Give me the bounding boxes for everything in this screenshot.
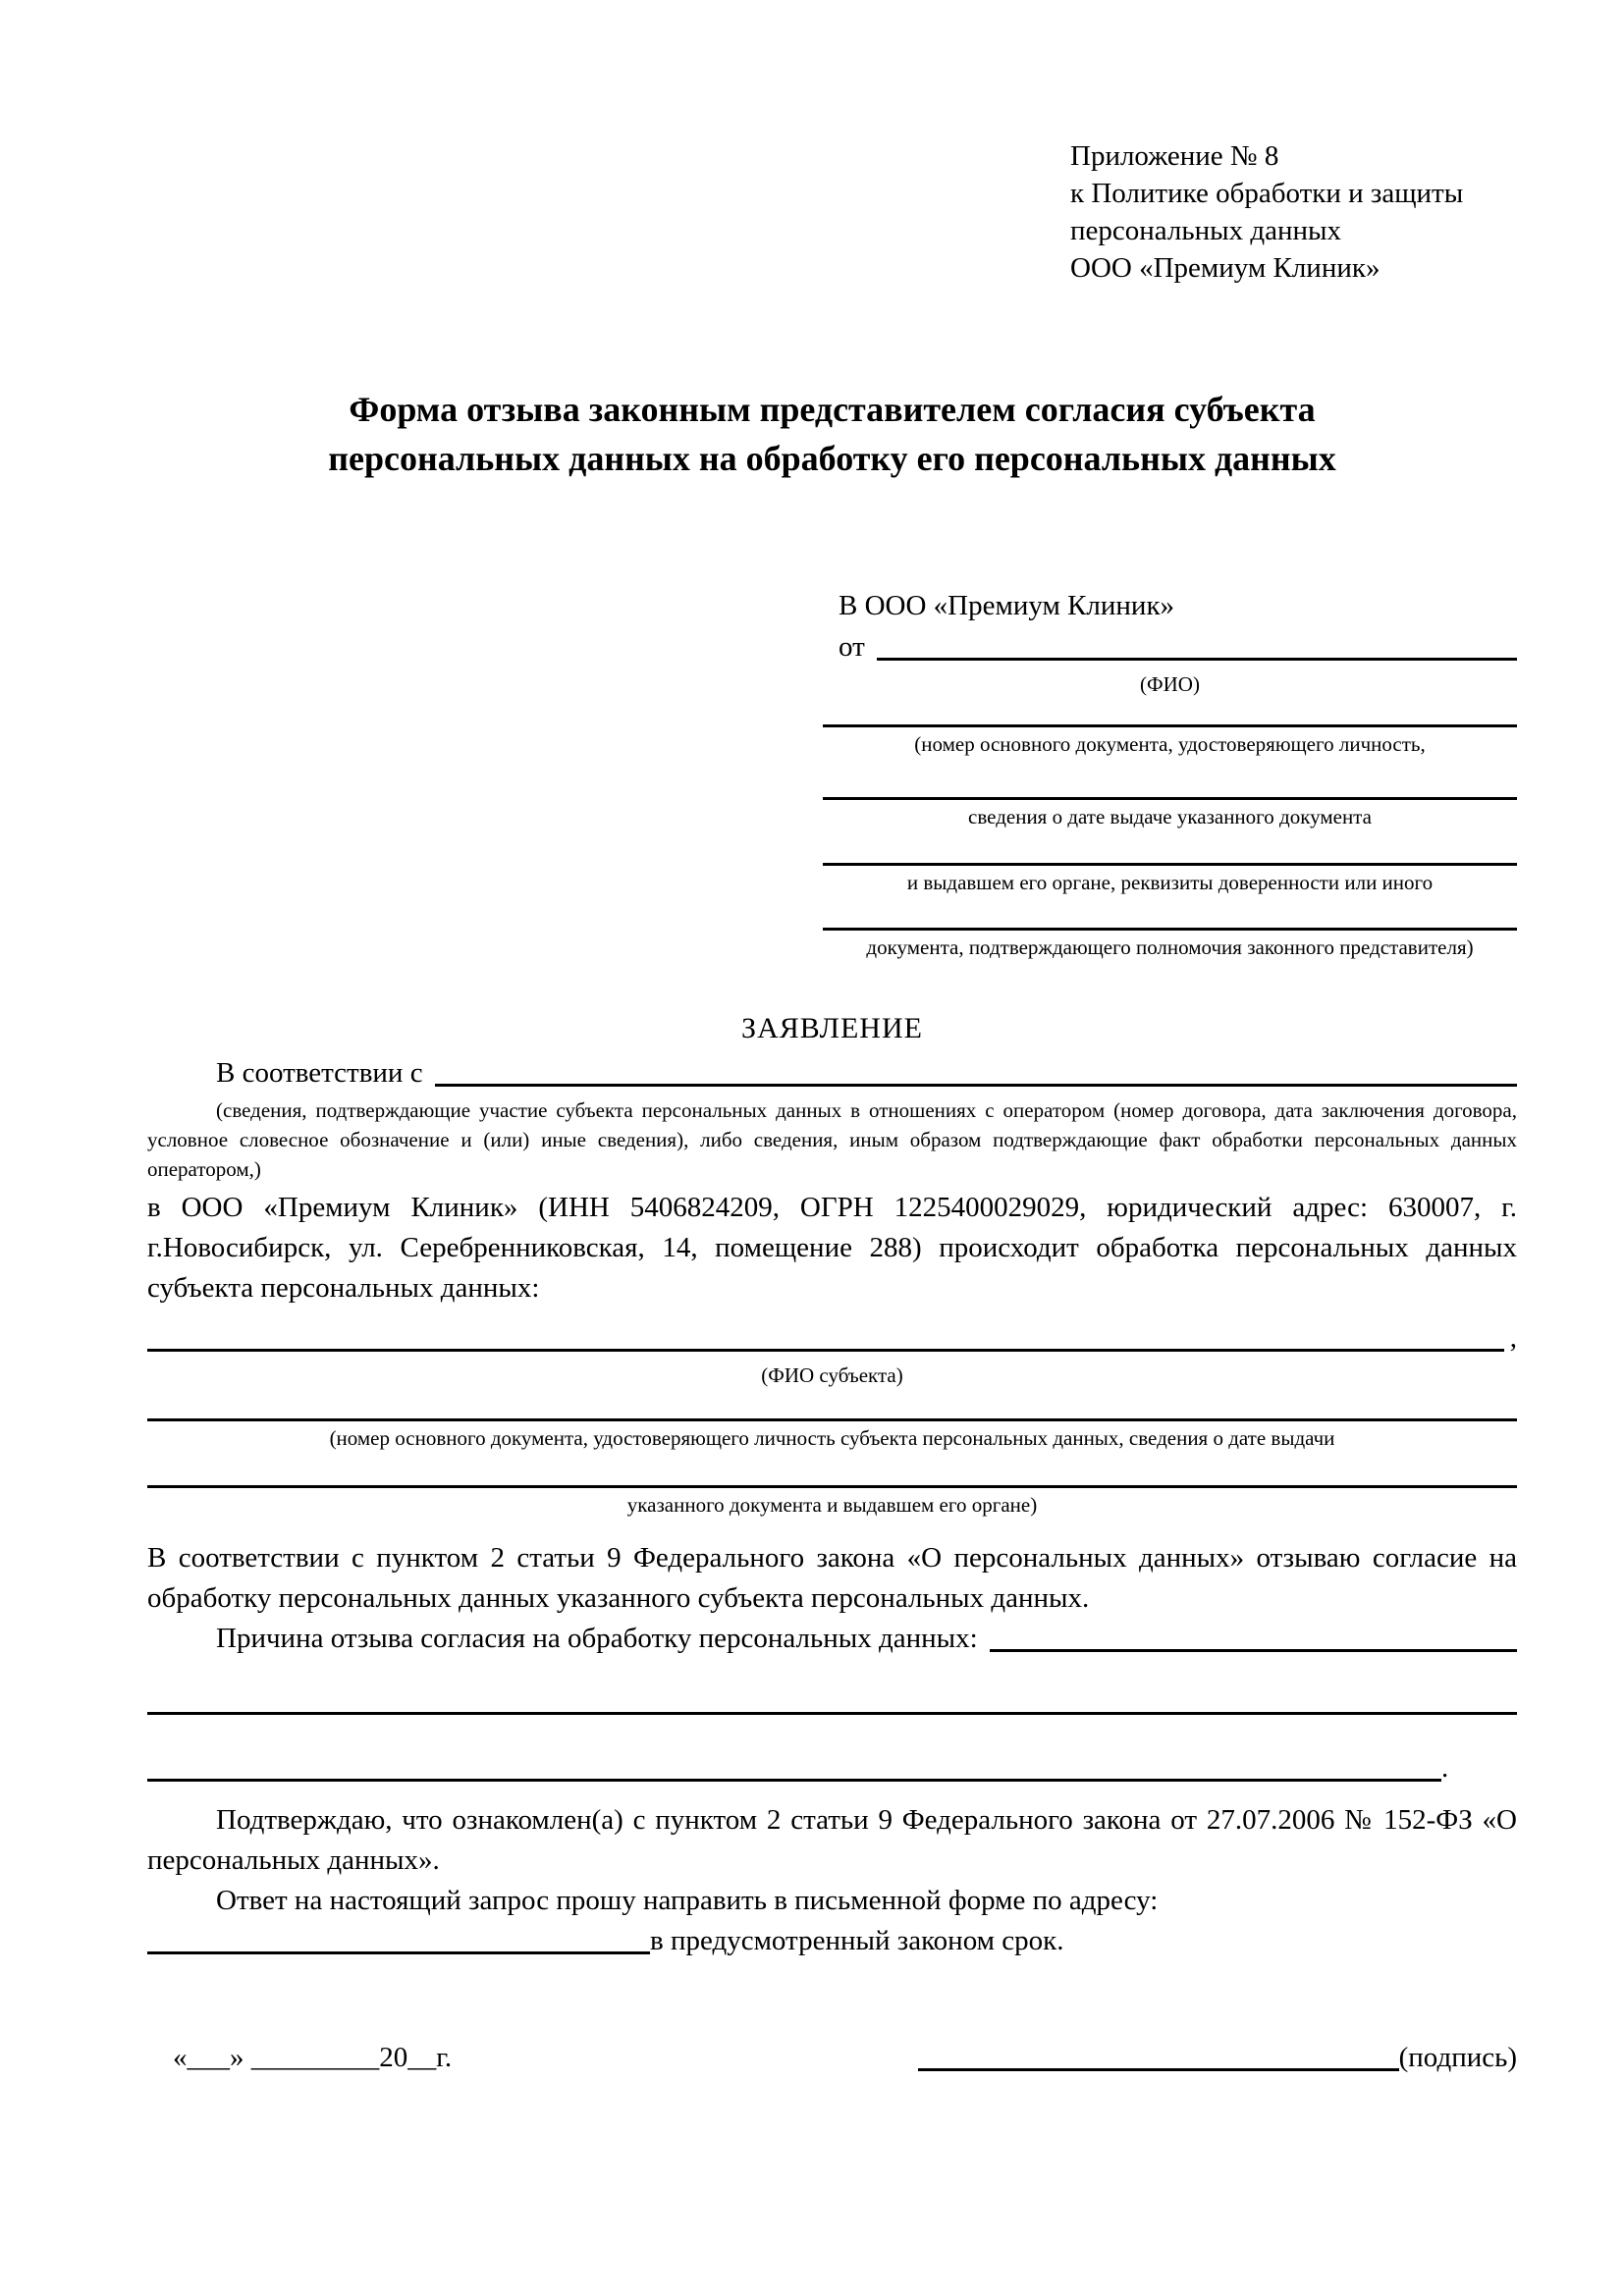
subject-document-caption-2: указанного документа и выдавшем его органе) bbox=[626, 1493, 1038, 1517]
issue-date-blank-line bbox=[823, 797, 1517, 800]
representative-name-caption: (ФИО) bbox=[1140, 672, 1200, 696]
accordance-blank-line bbox=[435, 1084, 1517, 1087]
appendix-header bbox=[1070, 137, 1517, 287]
withdraw-paragraph: В соответствии с пунктом 2 статьи 9 Федерального закона «О персональных данных» отзываю согласие на обработку персональных данных указанного субъекта персональных данных. bbox=[147, 1542, 1517, 1614]
appendix-number: Приложение № 8 bbox=[1070, 140, 1279, 172]
fine-print-note: (сведения, подтверждающие участие субъекта персональных данных в отношениях с оператором (номер договора, дата заключения договора, условное словесное обозначение и (или) иные сведения), либо сведения, иным образом подтверждающие факт обработки персональных данных оператором,) bbox=[147, 1098, 1517, 1181]
form-title-line-1: Форма отзыва законным представителем согласия субъекта bbox=[349, 390, 1316, 429]
response-address-blank-line bbox=[147, 1951, 650, 1954]
appendix-policy-line-1: к Политике обработки и защиты bbox=[1070, 178, 1464, 209]
reason-blank-line-3 bbox=[147, 1779, 1441, 1782]
subject-document-caption-1: (номер основного документа, удостоверяющего личность субъекта персональных данных, сведения о дате выдачи bbox=[329, 1426, 1335, 1450]
representative-authority-field bbox=[823, 928, 1517, 961]
accordance-row bbox=[147, 1053, 1517, 1094]
accordance-label: В соответствии с bbox=[216, 1057, 423, 1089]
document-number-blank-line bbox=[823, 724, 1517, 727]
subject-name-row bbox=[147, 1318, 1517, 1359]
addressee-block bbox=[823, 584, 1517, 961]
reason-blank-line-2 bbox=[147, 1712, 1517, 1715]
reason-row bbox=[147, 1619, 1517, 1659]
reason-label: Причина отзыва согласия на обработку персональных данных: bbox=[216, 1623, 978, 1654]
reason-blank-line-1 bbox=[990, 1649, 1517, 1652]
signature-block bbox=[918, 2038, 1517, 2078]
date-blank: «___» _________20__г. bbox=[173, 2042, 453, 2073]
signature-blank-line bbox=[918, 2068, 1399, 2071]
addressee-to: В ООО «Премиум Клиник» bbox=[839, 590, 1175, 621]
subject-name-blank-line bbox=[147, 1349, 1504, 1352]
issue-date-field bbox=[823, 797, 1517, 830]
addressee-from-row bbox=[823, 627, 1517, 667]
footer-row bbox=[147, 2038, 1517, 2078]
reason-period: . bbox=[1441, 1752, 1449, 1784]
reason-end-row bbox=[147, 1748, 1517, 1789]
response-paragraph: Ответ на настоящий запрос прошу направить в письменной форме по адресу: bbox=[216, 1885, 1159, 1916]
operator-paragraph: в ООО «Премиум Клиник» (ИНН 5406824209, ОГРН 1225400029029, юридический адрес: 630007, г. г.Новосибирск, ул. Серебренниковская, 14, помещение 288) происходит обработка персональных данных субъекта персональных данных: bbox=[147, 1192, 1517, 1304]
representative-authority-blank-line bbox=[823, 928, 1517, 931]
subject-document-blank-line-1 bbox=[147, 1418, 1517, 1421]
appendix-policy-line-2: персональных данных bbox=[1070, 215, 1342, 246]
document-number-caption: (номер основного документа, удостоверяющего личность, bbox=[914, 732, 1426, 756]
form-title bbox=[147, 385, 1517, 483]
subject-document-blank-line-2 bbox=[147, 1485, 1517, 1488]
issuing-authority-caption: и выдавшем его органе, реквизиты доверенности или иного bbox=[906, 871, 1434, 894]
issuing-authority-blank-line bbox=[823, 863, 1517, 866]
appendix-company: ООО «Премиум Клиник» bbox=[1070, 252, 1380, 284]
response-address-row bbox=[147, 1921, 1517, 1961]
issuing-authority-field bbox=[823, 863, 1517, 896]
subject-name-comma: , bbox=[1509, 1322, 1517, 1354]
subject-name-caption: (ФИО субъекта) bbox=[761, 1363, 903, 1387]
addressee-from-label: от bbox=[839, 631, 865, 663]
signature-caption: (подпись) bbox=[1398, 2042, 1517, 2073]
response-tail: в предусмотренный законом срок. bbox=[650, 1925, 1064, 1956]
issue-date-caption: сведения о дате выдаче указанного документа bbox=[968, 805, 1372, 828]
representative-authority-caption: документа, подтверждающего полномочия законного представителя) bbox=[866, 935, 1474, 959]
document-number-field bbox=[823, 724, 1517, 758]
confirm-paragraph: Подтверждаю, что ознакомлен(а) с пунктом 2 статьи 9 Федерального закона от 27.07.2006 № 152-ФЗ «О персональных данных». bbox=[147, 1804, 1517, 1876]
statement-heading: ЗАЯВЛЕНИЕ bbox=[741, 1012, 923, 1044]
representative-name-blank-line bbox=[877, 658, 1517, 661]
form-title-line-2: персональных данных на обработку его персональных данных bbox=[328, 439, 1336, 478]
